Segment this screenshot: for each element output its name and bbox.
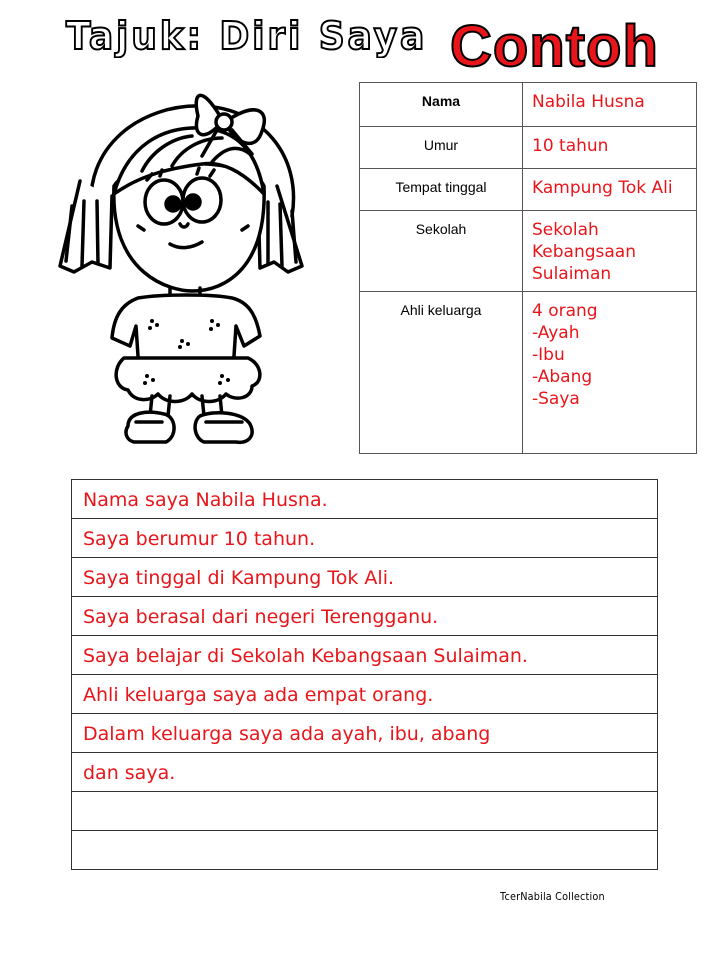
footer-credit: TcerNabila Collection bbox=[500, 890, 605, 903]
sentence-line: Saya tinggal di Kampung Tok Ali. bbox=[72, 558, 657, 597]
info-table bbox=[359, 82, 697, 454]
example-badge: Contoh bbox=[450, 14, 659, 79]
row-label: Sekolah bbox=[360, 211, 523, 292]
row-value: Kampung Tok Ali bbox=[523, 169, 697, 211]
row-value: Sekolah Kebangsaan Sulaiman bbox=[523, 211, 697, 292]
table-row bbox=[360, 127, 697, 169]
row-label: Nama bbox=[360, 83, 523, 127]
row-value: Nabila Husna bbox=[523, 83, 697, 127]
sentence-line: Nama saya Nabila Husna. bbox=[72, 480, 657, 519]
sentence-line: dan saya. bbox=[72, 753, 657, 792]
table-row bbox=[360, 169, 697, 211]
page-title: Tajuk: Diri Saya bbox=[66, 14, 428, 58]
writing-lines bbox=[71, 479, 658, 870]
sentence-line: Dalam keluarga saya ada ayah, ibu, abang bbox=[72, 714, 657, 753]
row-label: Umur bbox=[360, 127, 523, 169]
sentence-line: Saya berasal dari negeri Terengganu. bbox=[72, 597, 657, 636]
girl-with-bow-icon bbox=[52, 76, 312, 454]
sentence-line: Ahli keluarga saya ada empat orang. bbox=[72, 675, 657, 714]
table-row bbox=[360, 211, 697, 292]
row-label: Ahli keluarga bbox=[360, 292, 523, 454]
sentence-line: Saya berumur 10 tahun. bbox=[72, 519, 657, 558]
table-row bbox=[360, 292, 697, 454]
row-value: 10 tahun bbox=[523, 127, 697, 169]
sentence-line: Saya belajar di Sekolah Kebangsaan Sulaiman. bbox=[72, 636, 657, 675]
row-value: 4 orang -Ayah -Ibu -Abang -Saya bbox=[523, 292, 697, 454]
table-row bbox=[360, 83, 697, 127]
row-label: Tempat tinggal bbox=[360, 169, 523, 211]
sentence-line bbox=[72, 831, 657, 869]
sentence-line bbox=[72, 792, 657, 831]
